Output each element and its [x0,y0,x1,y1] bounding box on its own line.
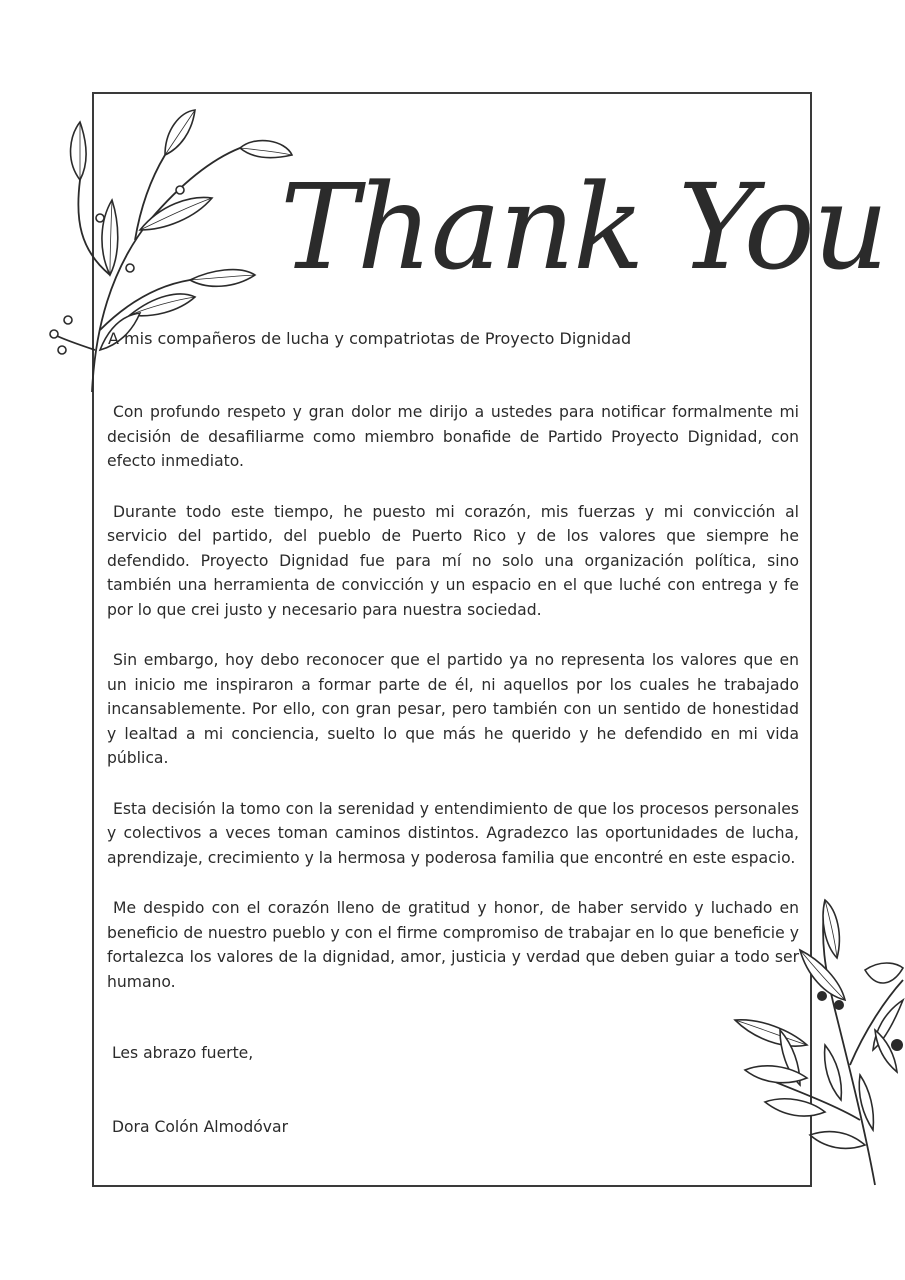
olive-branch-icon [40,100,310,400]
olive-branch-icon [725,890,905,1190]
paragraph: Durante todo este tiempo, he puesto mi corazón, mis fuerzas y mi convicción al servicio del partido, del pueblo de Puerto Rico y de los valores que siempre he defendido. Proyecto Dignidad fue para mí no solo una organización política, sino también una herramienta de convicción y un espacio en el que luché con entrega y fe por lo que crei justo y necesario para nuestra sociedad. [107,502,799,619]
paragraph: Esta decisión la tomo con la serenidad y entendimiento de que los procesos personales y colectivos a veces toman caminos distintos. Agradezco las oportunidades de lucha, aprendizaje, crecimiento y la hermosa y poderosa familia que encontré en este espacio. [107,799,799,867]
paragraph: Me despido con el corazón lleno de gratitud y honor, de haber servido y luchado en beneficio de nuestro pueblo y con el firme compromiso de trabajar en lo que beneficie y fortalezca los valores de la dignidad, amor, justicia y verdad que deben guiar a todo ser humano. [107,899,799,991]
letter-body [107,400,799,1020]
svg-text:Thank You: Thank You [280,158,887,296]
paragraph: Con profundo respeto y gran dolor me dirijo a ustedes para notificar formalmente mi decisión de desafiliarme como miembro bonafide de Partido Proyecto Dignidad, con efecto inmediato. [107,403,799,470]
closing-line: Les abrazo fuerte, [112,1044,254,1062]
signature-name: Dora Colón Almodóvar [112,1118,288,1136]
page-title [280,148,887,328]
salutation: A mis compañeros de lucha y compatriotas de Proyecto Dignidad [108,329,632,348]
paragraph: Sin embargo, hoy debo reconocer que el partido ya no representa los valores que en un inicio me inspiraron a formar parte de él, ni aquellos por los cuales he trabajado incansablemente. Por ello, con gran pesar, pero también con un sentido de honestidad y lealtad a mi conciencia, suelto lo que más he querido y he defendido en mi vida pública. [107,651,799,767]
